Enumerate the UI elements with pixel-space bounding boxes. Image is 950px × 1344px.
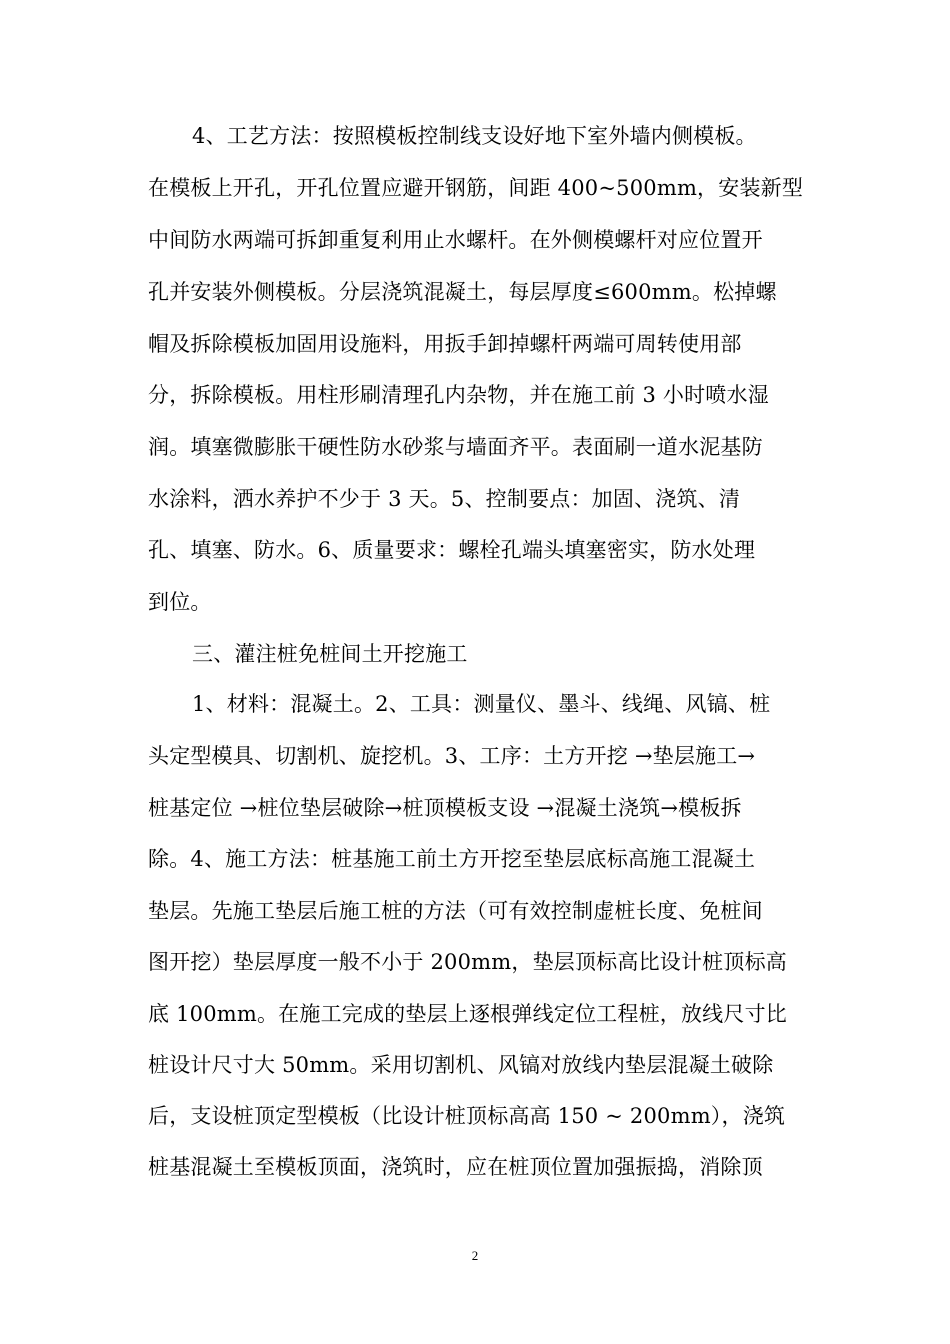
paragraph-line: 1、材料：混凝土。2、工具：测量仪、墨斗、线绳、风镐、桩 bbox=[192, 692, 771, 716]
paragraph-line: 桩基混凝土至模板顶面，浇筑时，应在桩顶位置加强振捣，消除顶 bbox=[148, 1155, 763, 1179]
paragraph-line: 到位。 bbox=[148, 590, 212, 614]
paragraph-line: 在模板上开孔，开孔位置应避开钢筋，间距 400~500mm，安装新型 bbox=[148, 176, 804, 200]
paragraph-line: 桩基定位 →桩位垫层破除→桩顶模板支设 →混凝土浇筑→模板拆 bbox=[148, 796, 742, 820]
page-number: 2 bbox=[471, 1248, 479, 1263]
paragraph-line: 中间防水两端可拆卸重复利用止水螺杆。在外侧模螺杆对应位置开 bbox=[148, 228, 763, 252]
paragraph-line: 垫层。先施工垫层后施工桩的方法（可有效控制虚桩长度、免桩间 bbox=[148, 899, 763, 923]
paragraph-line: 图开挖）垫层厚度一般不小于 200mm，垫层顶标高比设计桩顶标高 bbox=[148, 950, 787, 974]
paragraph-line: 孔、填塞、防水。6、质量要求：螺栓孔端头填塞密实，防水处理 bbox=[148, 538, 756, 562]
paragraph-line: 分，拆除模板。用柱形刷清理孔内杂物，并在施工前 3 小时喷水湿 bbox=[148, 383, 769, 407]
paragraph-line: 底 100mm。在施工完成的垫层上逐根弹线定位工程桩，放线尺寸比 bbox=[148, 1002, 787, 1026]
paragraph-line: 头定型模具、切割机、旋挖机。3、工序：土方开挖 →垫层施工→ bbox=[148, 744, 756, 768]
paragraph-line: 帽及拆除模板加固用设施料，用扳手卸掉螺杆两端可周转使用部 bbox=[148, 332, 742, 356]
section-heading: 三、灌注桩免桩间土开挖施工 bbox=[192, 642, 468, 666]
paragraph-line: 孔并安装外侧模板。分层浇筑混凝土，每层厚度≤600mm。松掉螺 bbox=[148, 280, 777, 304]
paragraph-line: 润。填塞微膨胀干硬性防水砂浆与墙面齐平。表面刷一道水泥基防 bbox=[148, 435, 763, 459]
paragraph-line: 桩设计尺寸大 50mm。采用切割机、风镐对放线内垫层混凝土破除 bbox=[148, 1053, 774, 1077]
paragraph-line: 除。4、施工方法：桩基施工前土方开挖至垫层底标高施工混凝土 bbox=[148, 847, 756, 871]
paragraph-line: 水涂料，洒水养护不少于 3 天。5、控制要点：加固、浇筑、清 bbox=[148, 487, 741, 511]
paragraph-line: 4、工艺方法：按照模板控制线支设好地下室外墙内侧模板。 bbox=[192, 124, 757, 148]
paragraph-line: 后，支设桩顶定型模板（比设计桩顶标高高 150 ~ 200mm），浇筑 bbox=[148, 1104, 786, 1128]
